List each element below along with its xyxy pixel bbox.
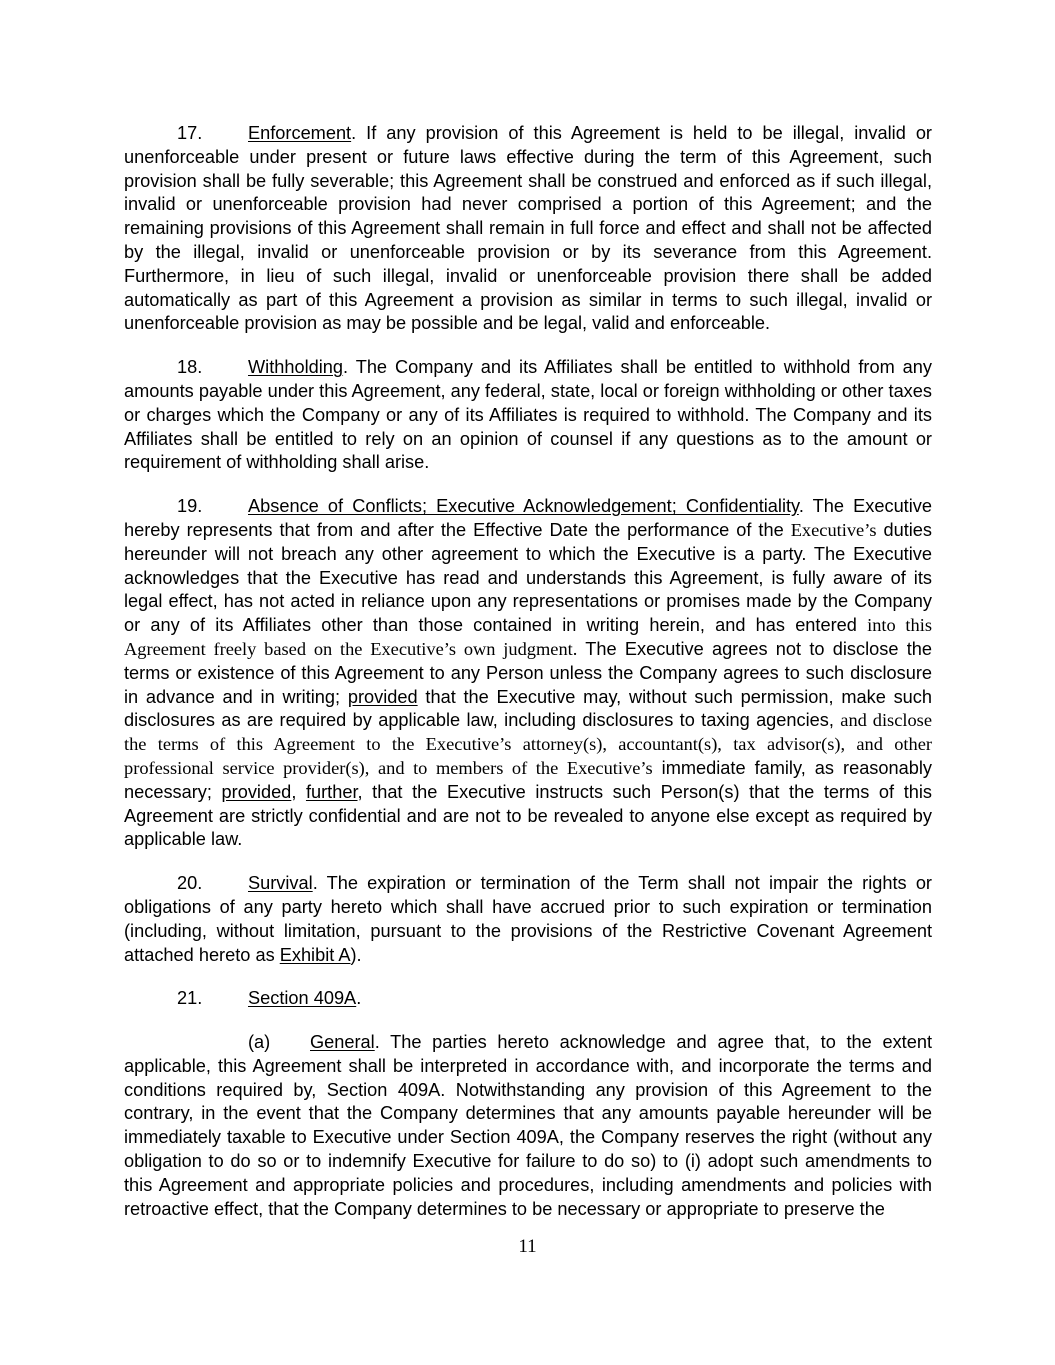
exhibit-reference: Exhibit A <box>279 944 351 965</box>
section-body: . The expiration or termination of the Term shall not impair the rights or obligations of any party hereto which shall have accrued prior to such expiration or termination (including, without limitation, pursuant to the provisions of the Restrictive Covenant Agreement attached hereto as <box>124 873 932 965</box>
section-body: . If any provision of this Agreement is held to be illegal, invalid or unenforceable under present or future laws effective during the term of this Agreement, such provision shall be fully severable; this Agreement shall be construed and enforced as if such illegal, invalid or unenforceable provision had never comprised a portion of this Agreement; and the remaining provisions of this Agreement shall remain in full force and effect and shall not be affected by the illegal, invalid or unenforceable provision or by its severance from this Agreement. Furthermore, in lieu of such illegal, invalid or unenforceable provision there shall be added automatically as part of this Agreement a provision as similar in terms to such illegal, invalid or unenforceable provision as may be possible and be legal, valid and enforceable. <box>124 123 932 334</box>
section-number: 17. <box>177 123 203 143</box>
page-number: 11 <box>518 1236 537 1257</box>
section-body: , <box>291 781 306 802</box>
section-heading: Absence of Conflicts; Executive Acknowledgement; Confidentiality <box>248 496 799 517</box>
section-heading: Survival <box>248 873 313 894</box>
subsection-heading: General <box>310 1032 375 1053</box>
section-21 <box>124 987 932 1011</box>
section-20 <box>124 872 932 967</box>
section-body: , that the Executive instructs such Person(s) that the terms of this Agreement are strictly confidential and are not to be revealed to anyone else except as required by applicable law. <box>124 781 932 850</box>
further-term: further <box>305 781 358 802</box>
section-number: 19. <box>177 496 203 517</box>
section-21a <box>124 1031 932 1221</box>
section-heading: Withholding <box>248 357 344 378</box>
section-body: . The Executive hereby represents that from and after the Effective Date the performance of the <box>124 496 932 540</box>
section-17 <box>124 122 932 336</box>
subsection-label <box>124 1031 310 1055</box>
section-number: 20. <box>177 873 203 894</box>
section-body: immediate family, as reasonably necessary; <box>124 757 932 802</box>
subsection-label-text: (a) <box>248 1032 271 1053</box>
section-number: 21. <box>177 988 203 1009</box>
document-page <box>124 122 932 1241</box>
subsection-body: . The parties hereto acknowledge and agree that, to the extent applicable, this Agreement shall be interpreted in accordance with, and incorporate the terms and conditions required by, Section 409A. Notwithstanding any provision of this Agreement to the contrary, in the event that the Company determines that any amounts payable hereunder will be immediately taxable to Executive under Section 409A, the Company reserves the right (without any obligation to do so or to indemnify Executive for failure to do so) to (i) adopt such amendments to this Agreement and appropriate policies and procedures, including amendments and policies with retroactive effect, that the Company determines to be necessary or appropriate to preserve the <box>124 1032 932 1219</box>
section-body: . <box>356 988 362 1009</box>
section-18 <box>124 356 932 475</box>
section-body: ). <box>350 944 362 965</box>
section-body: Executive’s <box>790 519 877 540</box>
section-heading: Enforcement <box>248 123 352 143</box>
provided-term: provided <box>221 781 292 802</box>
section-body: that the Executive may, without such permission, make such disclosures as are required by applicable law, including disclosures to taxing agencies, <box>124 686 932 731</box>
provided-term: provided <box>347 686 418 707</box>
section-body: duties hereunder will not breach any other agreement to which the Executive is a party. The Executive acknowledges that the Executive has read and understands this Agreement, is fully aware of its legal effect, has not acted in reliance upon any representations or promises made by the Company or any of its Affiliates other than those contained in writing herein, and has entered <box>124 519 932 636</box>
section-body: and disclose the terms of this Agreement to the Executive’s attorney(s), accountant(s), tax advisor(s), and other professional service provider(s), and to members of the Executive’s <box>124 710 933 778</box>
section-body: into this Agreement freely based on the Executive’s own judgment. <box>124 615 932 659</box>
section-19 <box>124 495 932 852</box>
section-body: The Executive agrees not to disclose the terms or existence of this Agreement to any Person unless the Company agrees to such disclosure in advance and in writing; <box>124 638 932 707</box>
section-heading: Section 409A <box>248 988 357 1009</box>
section-number: 18. <box>177 357 203 378</box>
section-body: . The Company and its Affiliates shall be entitled to withhold from any amounts payable under this Agreement, any federal, state, local or foreign withholding or other taxes or charges which the Company or any of its Affiliates is required to withhold. The Company and its Affiliates shall be entitled to rely on an opinion of counsel if any questions as to the amount or requirement of withholding shall arise. <box>124 357 932 473</box>
